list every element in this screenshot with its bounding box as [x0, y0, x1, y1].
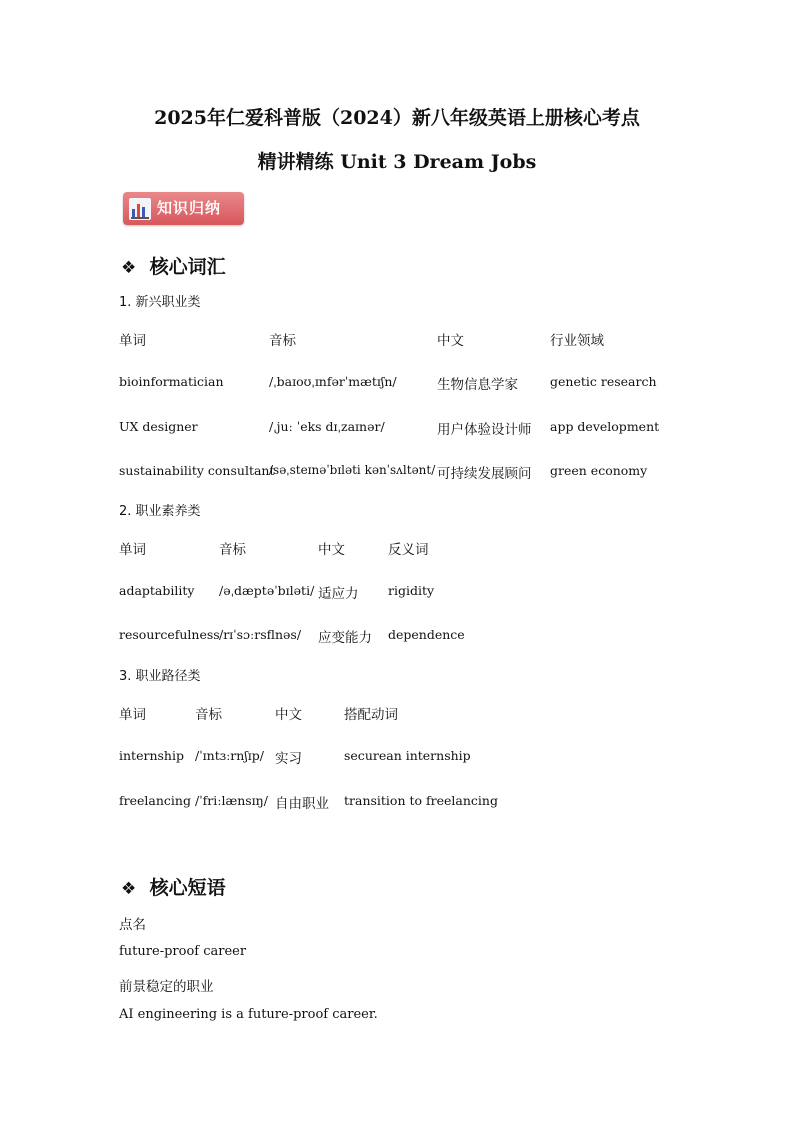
- table-header: 单词: [119, 707, 146, 723]
- diamond-bullet-icon: ❖: [121, 879, 137, 899]
- table-cell-chinese: 适应力: [318, 586, 359, 602]
- phrase-example: AI engineering is a future-proof career.: [119, 1007, 378, 1022]
- badge-label: 知识归纳: [157, 199, 222, 217]
- table-cell-word: resourcefulness: [119, 627, 220, 642]
- table-cell-field: app development: [550, 419, 660, 434]
- table-cell-phonetic: /ˈfriːlænsɪŋ/: [195, 793, 268, 808]
- diamond-bullet-icon: ❖: [121, 258, 137, 278]
- table-cell-antonym: rigidity: [388, 583, 435, 598]
- table-cell-word: internship: [119, 748, 184, 763]
- book-chart-icon: [129, 198, 151, 220]
- table-cell-field: genetic research: [550, 374, 657, 389]
- document-title-line-1: 2025年仁爱科普版（2024）新八年级英语上册核心考点: [154, 107, 640, 129]
- group-label-professional-qualities: 2. 职业素养类: [119, 504, 201, 519]
- table-header: 单词: [119, 542, 146, 558]
- table-cell-word: UX designer: [119, 419, 198, 434]
- table-header: 音标: [219, 542, 246, 558]
- table-header: 中文: [275, 707, 302, 723]
- table-cell-chinese: 生物信息学家: [437, 377, 518, 393]
- table-cell-field: green economy: [550, 463, 648, 478]
- table-cell-word: bioinformatician: [119, 374, 224, 389]
- phrase-meaning: 前景稳定的职业: [119, 979, 214, 995]
- table-header: 反义词: [388, 542, 429, 558]
- section-heading-text: 核心词汇: [149, 256, 226, 278]
- table-header: 搭配动词: [344, 707, 398, 723]
- table-cell-chinese: 可持续发展顾问: [437, 466, 532, 482]
- table-cell-phonetic: /ˈɪntɜːrnʃɪp/: [195, 748, 264, 763]
- table-cell-chinese: 应变能力: [318, 630, 372, 646]
- table-cell-collocation: transition to freelancing: [344, 793, 498, 808]
- table-cell-chinese: 实习: [275, 751, 302, 767]
- table-cell-chinese: 用户体验设计师: [437, 422, 532, 438]
- table-header: 中文: [437, 333, 464, 349]
- group-label-career-paths: 3. 职业路径类: [119, 669, 201, 684]
- table-cell-word: sustainability consultant: [119, 463, 275, 478]
- table-cell-word: adaptability: [119, 583, 195, 598]
- table-cell-phonetic: /əˌdæptəˈbɪləti/: [219, 583, 315, 598]
- section-heading-core-phrases: [121, 873, 226, 900]
- knowledge-summary-badge: [123, 192, 244, 225]
- phrase-term: future-proof career: [119, 944, 247, 959]
- table-header: 中文: [318, 542, 345, 558]
- table-header: 音标: [195, 707, 222, 723]
- document-title-line-2: 精讲精练 Unit 3 Dream Jobs: [257, 151, 537, 173]
- table-header: 音标: [269, 333, 296, 349]
- table-cell-phonetic: /səˌsteɪnəˈbɪləti kənˈsʌltənt/: [269, 463, 436, 477]
- table-cell-phonetic: /ˌjuː ˈeks dɪˌzaɪnər/: [269, 419, 385, 434]
- table-cell-chinese: 自由职业: [275, 796, 329, 812]
- table-cell-phonetic: /ˌbaɪoʊˌɪnfərˈmætɪʃn/: [269, 374, 397, 389]
- phrase-label: 点名: [119, 917, 146, 933]
- table-cell-word: freelancing: [119, 793, 191, 808]
- section-heading-text: 核心短语: [149, 877, 226, 899]
- group-label-emerging-jobs: 1. 新兴职业类: [119, 295, 201, 310]
- table-header: 单词: [119, 333, 146, 349]
- table-cell-phonetic: /rɪˈsɔːrsflnəs/: [219, 627, 302, 642]
- table-header: 行业领域: [550, 333, 604, 349]
- table-cell-collocation: securean internship: [344, 748, 471, 763]
- section-heading-core-vocabulary: [121, 252, 226, 279]
- table-cell-antonym: dependence: [388, 627, 465, 642]
